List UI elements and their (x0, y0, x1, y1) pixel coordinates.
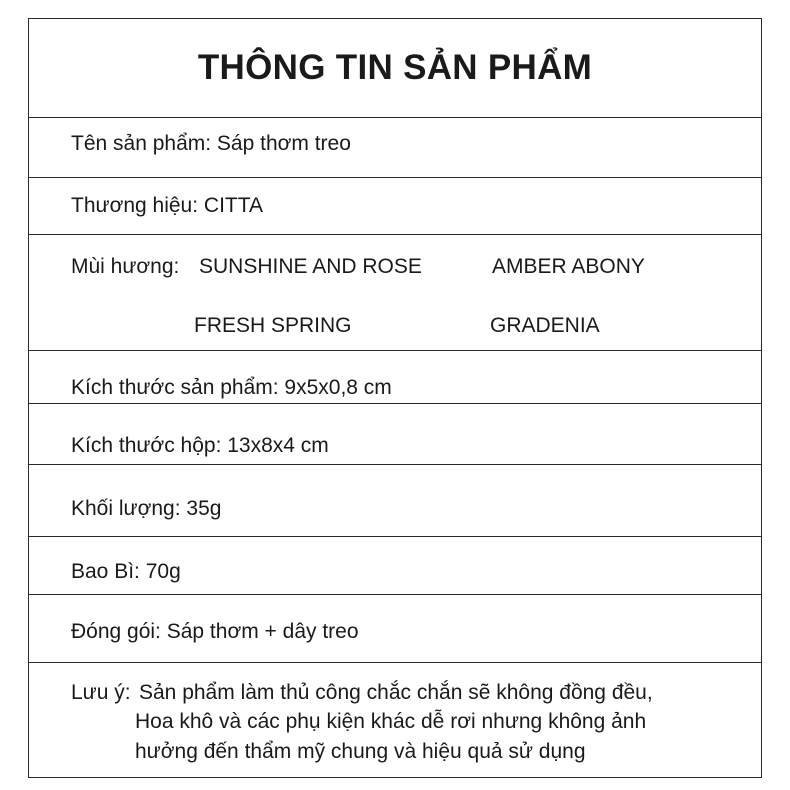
note-line: hưởng đến thẩm mỹ chung và hiệu quả sử dụng (135, 740, 586, 763)
title-row (29, 19, 761, 118)
brand-text: Thương hiệu: CITTA (71, 194, 264, 217)
row-box-size (29, 404, 761, 465)
box-size-text: Kích thước hộp: 13x8x4 cm (71, 434, 329, 457)
row-packaging-weight (29, 537, 761, 595)
page-title: THÔNG TIN SẢN PHẨM (197, 48, 593, 87)
weight-text: Khối lượng: 35g (71, 497, 222, 520)
product-name-text: Tên sản phẩm: Sáp thơm treo (71, 132, 351, 155)
scent-item: FRESH SPRING (194, 314, 352, 337)
row-scents (29, 235, 761, 351)
product-info-table (28, 18, 762, 778)
row-packing (29, 595, 761, 663)
row-product-size (29, 351, 761, 404)
packing-text: Đóng gói: Sáp thơm + dây treo (71, 620, 359, 643)
scent-item: GRADENIA (490, 314, 600, 337)
row-weight (29, 465, 761, 537)
row-product-name (29, 118, 761, 178)
row-note (29, 663, 761, 779)
row-brand (29, 178, 761, 235)
packaging-weight-text: Bao Bì: 70g (71, 560, 181, 583)
note-line: Hoa khô và các phụ kiện khác dễ rơi nhưng không ảnh (135, 710, 647, 733)
note-line: Sản phẩm làm thủ công chắc chắn sẽ không đồng đều, (139, 681, 653, 704)
scent-item: SUNSHINE AND ROSE (199, 255, 422, 278)
note-label: Lưu ý: (71, 681, 131, 704)
scent-label: Mùi hương: (71, 255, 180, 278)
scent-item: AMBER ABONY (492, 255, 645, 278)
product-size-text: Kích thước sản phẩm: 9x5x0,8 cm (71, 376, 392, 399)
